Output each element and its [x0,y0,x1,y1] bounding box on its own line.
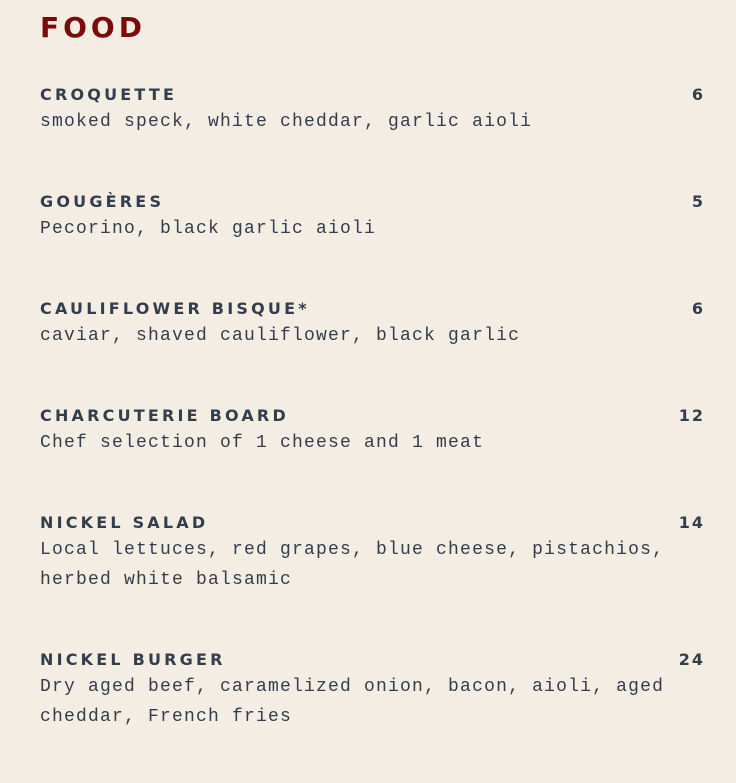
item-name: NICKEL SALAD [40,512,209,532]
item-description: Pecorino, black garlic aioli [40,219,377,239]
item-description: Dry aged beef, caramelized onion, bacon, aioli, aged cheddar, French fries [40,677,665,727]
menu-item [40,81,705,137]
menu-item [40,402,705,458]
menu-section [40,10,705,783]
item-price: 5 [691,191,705,211]
item-price: 6 [691,298,705,318]
item-price: 12 [678,405,705,425]
item-price: 24 [678,649,705,669]
menu-item [40,646,705,732]
item-name: NICKEL BURGER [40,649,226,669]
item-description: caviar, shaved cauliflower, black garlic [40,326,521,346]
menu-item [40,188,705,244]
item-description: Local lettuces, red grapes, blue cheese, pistachios, herbed white balsamic [40,540,665,590]
item-description: smoked speck, white cheddar, garlic aioli [40,112,533,132]
menu-item [40,295,705,351]
section-title: FOOD [40,11,146,44]
item-description: Chef selection of 1 cheese and 1 meat [40,433,485,453]
item-price: 6 [691,84,705,104]
item-name: CHARCUTERIE BOARD [40,405,289,425]
item-name: CAULIFLOWER BISQUE* [40,298,310,318]
item-price: 14 [678,512,705,532]
item-name: GOUGÈRES [40,191,165,211]
menu-item [40,509,705,595]
item-name: CROQUETTE [40,84,178,104]
